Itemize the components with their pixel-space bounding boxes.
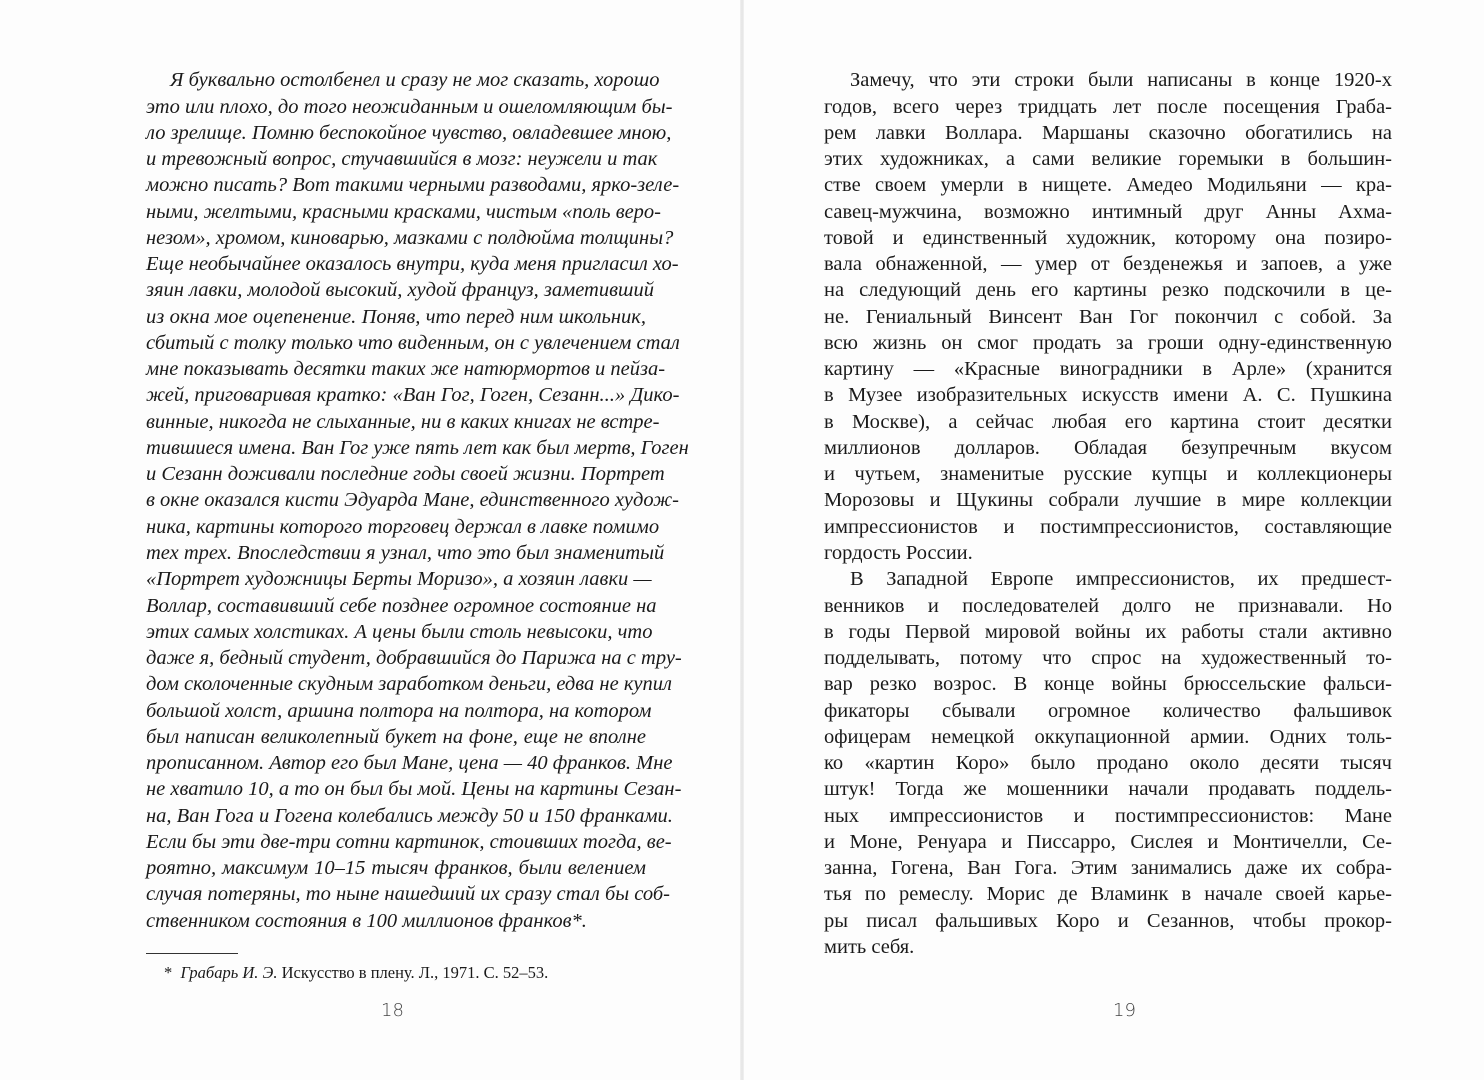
left-line: мне показывать десятки таких же натюрмортов и пейза- <box>146 358 666 380</box>
right-line: ных импрессионистов и постимпрессионистов: Мане <box>824 805 1392 827</box>
left-line: винные, никогда не слыханные, ни в каких книгах не встре- <box>146 411 660 433</box>
right-line: ры писал фальшивых Коро и Сезаннов, чтобы прокор- <box>824 910 1392 932</box>
right-line: импрессионистов и постимпрессионистов, составляющие <box>824 516 1392 538</box>
left-line: ными, желтыми, красными красками, чистым «поль веро- <box>146 201 662 223</box>
left-line: на, Ван Гога и Гогена колебались между 50 и 150 франками. <box>146 805 673 827</box>
footnote-divider <box>146 953 238 954</box>
footnote-text: Искусство в плену. Л., 1971. С. 52–53. <box>281 963 549 982</box>
left-line: этих самых холстиках. А цены были столь невысоки, что <box>146 621 653 643</box>
left-line: ственником состояния в 100 миллионов франков*. <box>146 910 587 932</box>
footnote <box>164 962 548 984</box>
right-line: годов, всего через тридцать лет после посещения Граба- <box>824 96 1392 118</box>
right-line: Замечу, что эти строки были написаны в конце 1920-х <box>850 69 1392 91</box>
right-line: в Музее изобразительных искусств имени А. С. Пушкина <box>824 384 1392 406</box>
left-line: и Сезанн доживали последние годы своей жизни. Портрет <box>146 463 665 485</box>
left-line: и тревожный вопрос, стучавшийся в мозг: неужели и так <box>146 148 658 170</box>
page-number: 18 <box>381 1000 404 1021</box>
footnote-author: Грабарь И. Э. <box>180 963 278 982</box>
left-page <box>0 0 740 1080</box>
left-line: тившиеся имена. Ван Гог уже пять лет как был мертв, Гоген <box>146 437 689 459</box>
left-line: ника, картины которого торговец держал в лавке помимо <box>146 516 660 538</box>
left-line: зяин лавки, молодой высокий, худой француз, заметивший <box>146 279 654 301</box>
right-line: этих художниках, а сами великие горемыки в большин- <box>824 148 1392 170</box>
right-line: гордость России. <box>824 542 973 564</box>
right-line: миллионов долларов. Обладая безупречным вкусом <box>824 437 1392 459</box>
right-line: штук! Тогда же мошенники начали продавать поддель- <box>824 778 1392 800</box>
left-line: даже я, бедный студент, добравшийся до Парижа на с тру- <box>146 647 682 669</box>
left-line: это или плохо, до того неожиданным и ошеломляющим бы- <box>146 96 673 118</box>
left-line: жей, приговаривая кратко: «Ван Гог, Гоген, Сезанн...» Дико- <box>146 384 680 406</box>
left-line: случая потеряны, то ныне нашедший их сразу стал бы соб- <box>146 883 670 905</box>
left-line: большой холст, аршина полтора на полтора, на котором <box>146 700 652 722</box>
right-line: в Москве), а сейчас любая его картина стоит десятки <box>824 411 1392 433</box>
left-line: Если бы эти две-три сотни картинок, стоивших тогда, ве- <box>146 831 672 853</box>
right-line: всю жизнь он смог продать за гроши одну-единственную <box>824 332 1392 354</box>
right-line: савец-мужчина, возможно интимный друг Анны Ахма- <box>824 201 1392 223</box>
right-line: Морозовы и Щукины собрали лучшие в мире коллекции <box>824 489 1392 511</box>
left-line: «Портрет художницы Берты Моризо», а хозяин лавки — <box>146 568 652 590</box>
left-line: прописанном. Автор его был Мане, цена — 40 франков. Мне <box>146 752 673 774</box>
right-line: фикаторы сбывали огромное количество фальшивок <box>824 700 1392 722</box>
right-line: В Западной Европе импрессионистов, их предшест- <box>850 568 1392 590</box>
footnote-marker: * <box>164 963 173 982</box>
right-line: мить себя. <box>824 936 915 958</box>
right-line: стве своем умерли в нищете. Амедео Модильяни — кра- <box>824 174 1392 196</box>
right-line: ко «картин Коро» было продано около десяти тысяч <box>824 752 1392 774</box>
right-line: подделывать, потому что спрос на художественный то- <box>824 647 1392 669</box>
left-line: дом сколоченные скудным заработком деньги, едва не купил <box>146 673 672 695</box>
left-line: незом», хромом, киноварью, мазками с полдюйма толщины? <box>146 227 674 249</box>
left-line: Воллар, составивший себе позднее огромное состояние на <box>146 595 657 617</box>
left-line: Еще необычайнее оказалось внутри, куда меня пригласил хо- <box>146 253 679 275</box>
right-line: вар резко возрос. В конце войны брюссельские фальси- <box>824 673 1392 695</box>
right-line: офицерам немецкой оккупационной армии. Одних толь- <box>824 726 1392 748</box>
right-line: занна, Гогена, Ван Гога. Этим занимались даже их собра- <box>824 857 1392 879</box>
right-line: не. Гениальный Винсент Ван Гог покончил с собой. За <box>824 306 1392 328</box>
right-line: картину — «Красные виноградники в Арле» (хранится <box>824 358 1392 380</box>
left-line: сбитый с толку только что виденным, он с увлечением стал <box>146 332 680 354</box>
right-line: и чутьем, знаменитые русские купцы и коллекционеры <box>824 463 1392 485</box>
left-line: в окне оказался кисти Эдуарда Мане, единственного худож- <box>146 489 679 511</box>
left-line: можно писать? Вот такими черными разводами, ярко-зеле- <box>146 174 680 196</box>
left-line: не хватило 10, а то он был бы мой. Цены на картины Сезан- <box>146 778 682 800</box>
left-line: из окна мое оцепенение. Поняв, что перед ним школьник, <box>146 306 646 328</box>
page-number: 19 <box>1113 1000 1136 1021</box>
right-line: и Моне, Ренуара и Писсарро, Сислея и Монтичелли, Се- <box>824 831 1392 853</box>
left-line: тех трех. Впоследствии я узнал, что это был знаменитый <box>146 542 665 564</box>
right-line: венников и последователей долго не признавали. Но <box>824 595 1392 617</box>
right-line: в годы Первой мировой войны их работы стали активно <box>824 621 1392 643</box>
left-line: ло зрелище. Помню беспокойное чувство, овладевшее мною, <box>146 122 672 144</box>
right-line: вала обнаженной, — умер от безденежья и запоев, а уже <box>824 253 1392 275</box>
left-line: Я буквально остолбенел и сразу не мог сказать, хорошо <box>170 69 660 91</box>
right-line: рем лавки Воллара. Маршаны сказочно обогатились на <box>824 122 1392 144</box>
right-line: на следующий день его картины резко подскочили в це- <box>824 279 1392 301</box>
right-line: товой и единственный художник, которому она позиро- <box>824 227 1392 249</box>
right-page <box>744 0 1484 1080</box>
left-line: был написан великолепный букет на фоне, еще не вполне <box>146 726 646 748</box>
right-line: тья по ремеслу. Морис де Вламинк в начале своей карье- <box>824 883 1392 905</box>
left-line: роятно, максимум 10–15 тысяч франков, были велением <box>146 857 646 879</box>
